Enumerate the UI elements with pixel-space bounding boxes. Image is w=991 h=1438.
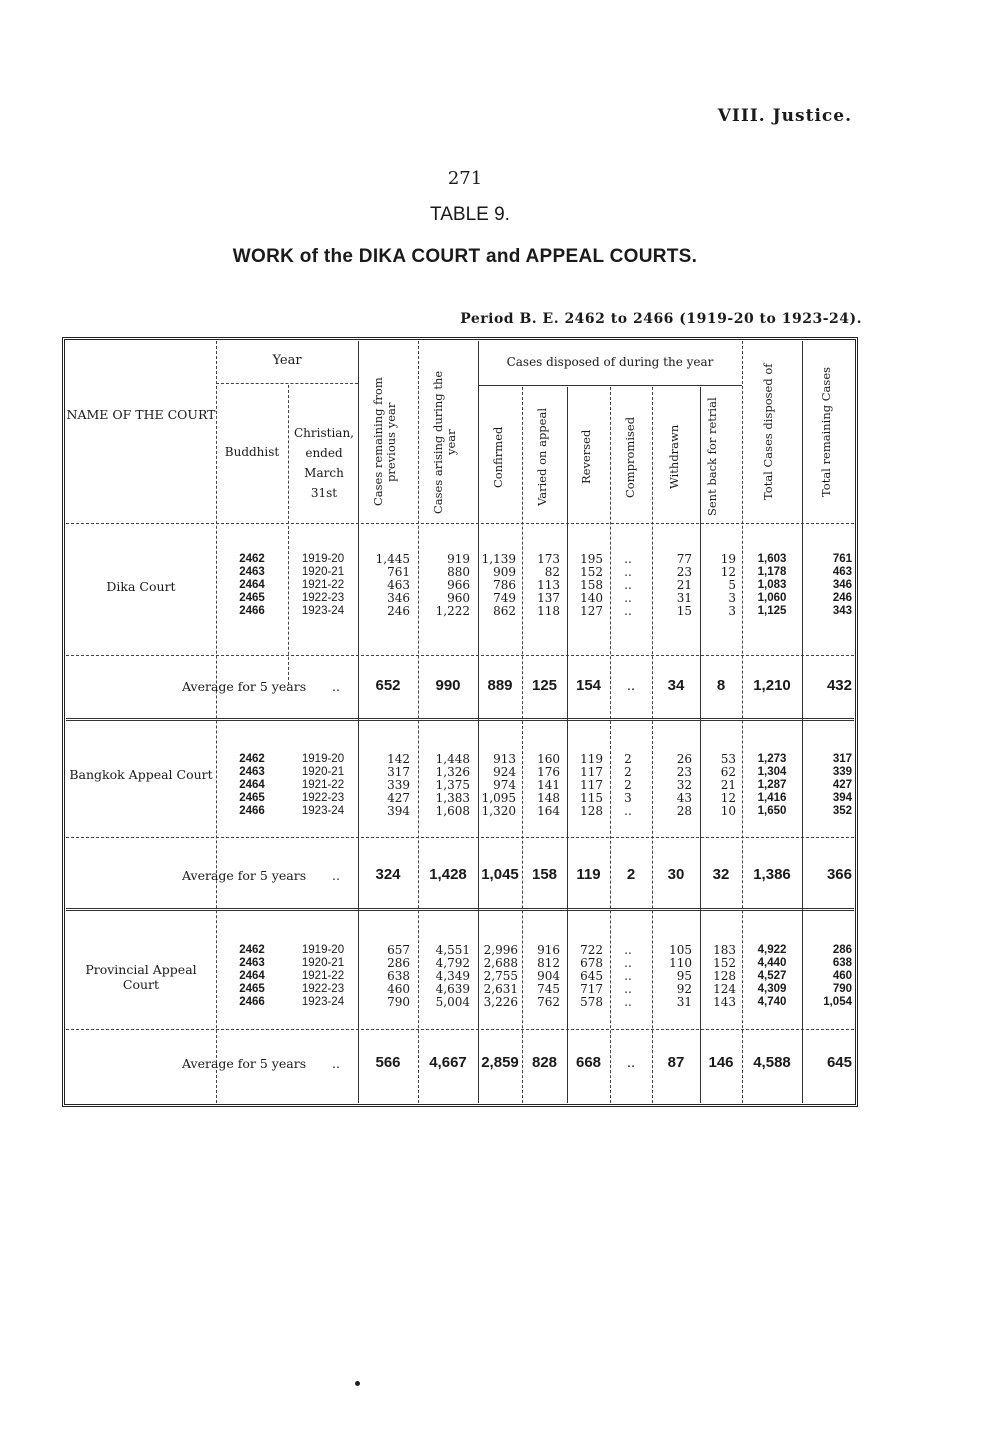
total-remaining-values: 286 638 460 790 1,054 bbox=[823, 944, 852, 1008]
header-compromised: Compromised bbox=[623, 416, 637, 498]
christian-years: 1919-20 1920-21 1921-22 1922-23 1923-24 bbox=[301, 553, 345, 617]
avg-sent-back: 146 bbox=[708, 1054, 734, 1071]
avg-total-disposed: 1,210 bbox=[753, 677, 791, 694]
reversed-values: 195 152 158 140 127 bbox=[580, 552, 603, 618]
header-arising: Cases arising during the year bbox=[431, 370, 458, 514]
page-number: 271 bbox=[447, 168, 483, 189]
sent-back-values: 183 152 128 124 143 bbox=[713, 943, 736, 1009]
header-withdrawn: Withdrawn bbox=[667, 424, 681, 490]
avg-reversed: 119 bbox=[576, 866, 601, 883]
varied-values: 173 82 113 137 118 bbox=[537, 552, 560, 618]
christian-years: 1919-20 1920-21 1921-22 1922-23 1923-24 bbox=[301, 944, 345, 1008]
avg-withdrawn: 87 bbox=[667, 1054, 685, 1071]
avg-total-remaining: 432 bbox=[826, 677, 852, 694]
header-total-remaining: Total remaining Cases bbox=[819, 366, 833, 498]
header-name-of-court: NAME OF THE COURT bbox=[66, 407, 216, 422]
sent-back-values: 53 62 21 12 10 bbox=[720, 752, 736, 818]
avg-total-remaining: 645 bbox=[826, 1054, 852, 1071]
header-remaining-prev: Cases remaining from previous year bbox=[371, 377, 398, 507]
header-disposed-group: Cases disposed of during the year bbox=[506, 355, 714, 369]
average-dots: .. bbox=[332, 868, 340, 883]
withdrawn-values: 105 110 95 92 31 bbox=[669, 943, 692, 1009]
total-disposed-values: 4,922 4,440 4,527 4,309 4,740 bbox=[757, 944, 787, 1008]
avg-remaining-prev: 652 bbox=[375, 677, 401, 694]
header-rule bbox=[478, 385, 742, 386]
avg-compromised: .. bbox=[626, 1054, 636, 1071]
average-label: Average for 5 years bbox=[182, 868, 307, 883]
sent-back-values: 19 12 5 3 3 bbox=[720, 552, 736, 618]
arising-values: 1,448 1,326 1,375 1,383 1,608 bbox=[435, 752, 470, 818]
avg-varied: 828 bbox=[531, 1054, 558, 1071]
header-christian: Christian, ended March 31st bbox=[294, 426, 354, 500]
total-remaining-values: 761 463 346 246 343 bbox=[832, 553, 852, 617]
table-number: TABLE 9. bbox=[430, 204, 510, 225]
total-disposed-values: 1,273 1,304 1,287 1,416 1,650 bbox=[757, 753, 787, 817]
withdrawn-values: 26 23 32 43 28 bbox=[676, 752, 692, 818]
average-dots: .. bbox=[332, 1056, 340, 1071]
avg-withdrawn: 34 bbox=[667, 677, 685, 694]
avg-reversed: 154 bbox=[575, 677, 602, 694]
avg-sent-back: 32 bbox=[712, 866, 730, 883]
buddhist-years: 2462 2463 2464 2465 2466 bbox=[239, 753, 265, 817]
compromised-values: .. .. .. .. .. bbox=[624, 552, 632, 618]
average-label: Average for 5 years bbox=[182, 679, 307, 694]
avg-varied: 125 bbox=[531, 677, 558, 694]
avg-reversed: 668 bbox=[575, 1054, 602, 1071]
average-dots: .. bbox=[332, 679, 340, 694]
remaining-prev-values: 142 317 339 427 394 bbox=[387, 752, 410, 818]
avg-remaining-prev: 324 bbox=[375, 866, 401, 883]
section-heading: VIII. Justice. bbox=[717, 106, 852, 126]
header-reversed: Reversed bbox=[579, 429, 593, 485]
avg-compromised: .. bbox=[626, 677, 636, 694]
header-buddhist: Buddhist bbox=[224, 445, 280, 459]
compromised-values: 2 2 2 3 .. bbox=[624, 752, 632, 818]
header-year: Year bbox=[272, 353, 302, 368]
section-rule bbox=[66, 718, 854, 721]
header-sent-back: Sent back for retrial bbox=[705, 397, 719, 517]
header-total-disposed: Total Cases disposed of bbox=[761, 363, 775, 501]
court-name: Dika Court bbox=[106, 579, 176, 594]
avg-sent-back: 8 bbox=[716, 677, 726, 694]
row-rule bbox=[66, 1029, 854, 1030]
data-table bbox=[62, 337, 858, 1107]
header-confirmed: Confirmed bbox=[491, 426, 505, 488]
buddhist-years: 2462 2463 2464 2465 2466 bbox=[239, 553, 265, 617]
christian-years: 1919-20 1920-21 1921-22 1922-23 1923-24 bbox=[301, 753, 345, 817]
average-label: Average for 5 years bbox=[182, 1056, 307, 1071]
ink-speck bbox=[355, 1381, 360, 1386]
total-remaining-values: 317 339 427 394 352 bbox=[832, 753, 852, 817]
avg-confirmed: 889 bbox=[487, 677, 513, 694]
row-rule bbox=[66, 837, 854, 838]
confirmed-values: 1,139 909 786 749 862 bbox=[481, 552, 516, 618]
row-rule bbox=[66, 655, 854, 656]
avg-confirmed: 2,859 bbox=[481, 1054, 519, 1071]
avg-withdrawn: 30 bbox=[667, 866, 685, 883]
withdrawn-values: 77 23 21 31 15 bbox=[676, 552, 692, 618]
varied-values: 916 812 904 745 762 bbox=[537, 943, 560, 1009]
table-title: WORK of the DIKA COURT and APPEAL COURTS. bbox=[232, 246, 698, 267]
avg-arising: 1,428 bbox=[429, 866, 467, 883]
remaining-prev-values: 657 286 638 460 790 bbox=[387, 943, 410, 1009]
compromised-values: .. .. .. .. .. bbox=[624, 943, 632, 1009]
avg-varied: 158 bbox=[531, 866, 558, 883]
avg-remaining-prev: 566 bbox=[375, 1054, 401, 1071]
avg-compromised: 2 bbox=[626, 866, 636, 883]
header-rule bbox=[216, 383, 358, 384]
reversed-values: 119 117 117 115 128 bbox=[580, 752, 603, 818]
total-disposed-values: 1,603 1,178 1,083 1,060 1,125 bbox=[757, 553, 787, 617]
buddhist-years: 2462 2463 2464 2465 2466 bbox=[239, 944, 265, 1008]
avg-total-disposed: 1,386 bbox=[753, 866, 791, 883]
header-bottom-rule bbox=[66, 523, 854, 524]
avg-confirmed: 1,045 bbox=[481, 866, 519, 883]
avg-arising: 990 bbox=[435, 677, 461, 694]
reversed-values: 722 678 645 717 578 bbox=[580, 943, 603, 1009]
avg-total-disposed: 4,588 bbox=[753, 1054, 791, 1071]
period-caption: Period B. E. 2462 to 2466 (1919-20 to 1923-24). bbox=[460, 311, 862, 327]
section-rule bbox=[66, 908, 854, 911]
confirmed-values: 2,996 2,688 2,755 2,631 3,226 bbox=[483, 943, 518, 1009]
confirmed-values: 913 924 974 1,095 1,320 bbox=[481, 752, 516, 818]
arising-values: 4,551 4,792 4,349 4,639 5,004 bbox=[435, 943, 470, 1009]
court-name: Provincial Appeal Court bbox=[85, 962, 197, 992]
arising-values: 919 880 966 960 1,222 bbox=[435, 552, 470, 618]
remaining-prev-values: 1,445 761 463 346 246 bbox=[375, 552, 410, 618]
varied-values: 160 176 141 148 164 bbox=[537, 752, 560, 818]
court-name: Bangkok Appeal Court bbox=[69, 767, 213, 782]
header-varied: Varied on appeal bbox=[535, 408, 549, 507]
avg-total-remaining: 366 bbox=[826, 866, 852, 883]
column-rule bbox=[288, 385, 289, 685]
avg-arising: 4,667 bbox=[429, 1054, 467, 1071]
